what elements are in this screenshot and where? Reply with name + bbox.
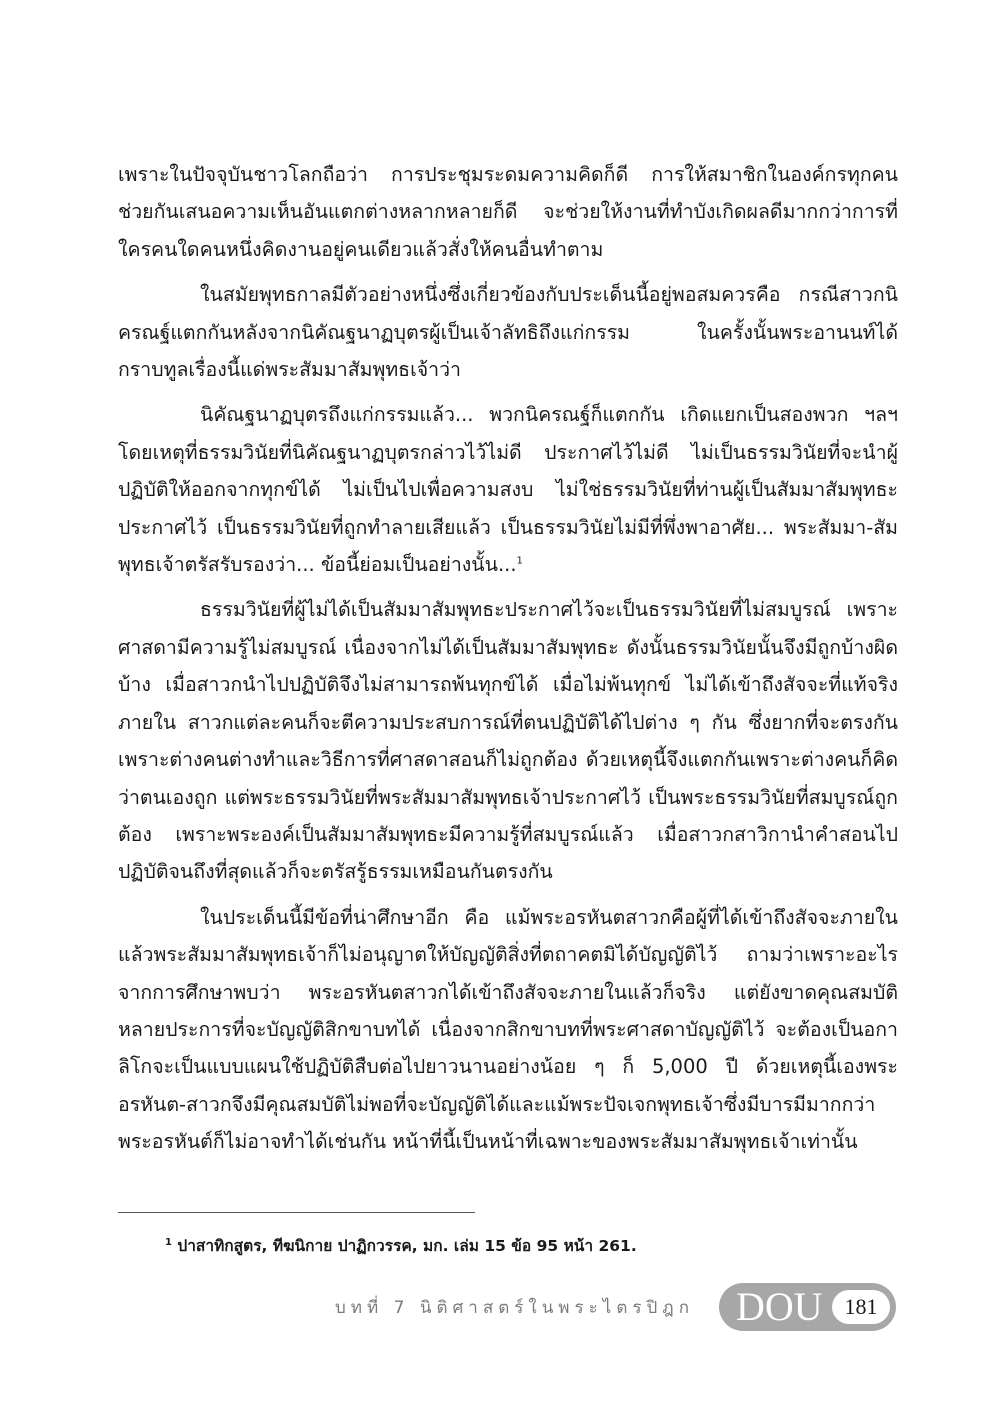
paragraph-4: ธรรมวินัยที่ผู้ไม่ได้เป็นสัมมาสัมพุทธะประกาศไว้จะเป็นธรรมวินัยที่ไม่สมบูรณ์ เพราะศาสดามีความรู้ไม่สมบูรณ์ เนื่องจากไม่ได้เป็นสัมมาสัมพุทธะ ดังนั้นธรรมวินัยนั้นจึงมีถูกบ้างผิดบ้าง เมื่อสาวกนำไปปฏิบัติจึงไม่สามารถพ้นทุกข์ได้ เมื่อไม่พ้นทุกข์ ไม่ได้เข้าถึงสัจจะที่แท้จริงภายใน สาวกแต่ละคนก็จะตีความประสบการณ์ที่ตนปฏิบัติได้ไปต่าง ๆ กัน ซึ่งยากที่จะตรงกันเพราะต่างคนต่างทำและวิธีการที่ศาสดาสอนก็ไม่ถูกต้อง ด้วยเหตุนี้จึงแตกกันเพราะต่างคนก็คิดว่าตนเองถูก แต่พระธรรมวินัยที่พระสัมมาสัมพุทธเจ้าประกาศไว้ เป็นพระธรรมวินัยที่สมบูรณ์ถูกต้อง เพราะพระองค์เป็นสัมมาสัมพุทธะมีความรู้ที่สมบูรณ์แล้ว เมื่อสาวกสาวิกานำคำสอนไปปฏิบัติจนถึงที่สุดแล้วก็จะตรัสรู้ธรรมเหมือนกันตรงกัน bbox=[118, 598, 898, 884]
page-number: 181 bbox=[844, 1294, 878, 1319]
footnote-reference: 1 bbox=[516, 555, 523, 567]
paragraph-3-quote bbox=[118, 396, 898, 583]
footnote-marker: 1 bbox=[165, 1236, 172, 1248]
footnote-divider bbox=[118, 1212, 475, 1213]
footnote-text: ปาสาทิกสูตร, ทีฆนิกาย ปาฏิกวรรค, มก. เล่ม 15 ข้อ 95 หน้า 261. bbox=[177, 1237, 637, 1255]
page-number-pill bbox=[832, 1290, 890, 1324]
quote-text: นิคัณฐนาฏบุตรถึงแก่กรรมแล้ว... พวกนิครณฐ์ก็แตกกัน เกิดแยกเป็นสองพวก ฯลฯ โดยเหตุที่ธรรมวินัยที่นิคัณฐนาฏบุตรกล่าวไว้ไม่ดี ประกาศไว้ไม่ดี ไม่เป็นธรรมวินัยที่จะนำผู้ปฏิบัติให้ออกจากทุกข์ได้ ไม่เป็นไปเพื่อความสงบ ไม่ใช่ธรรมวินัยที่ท่านผู้เป็นสัมมาสัมพุทธะประกาศไว้ เป็นธรรมวินัยที่ถูกทำลายเสียแล้ว เป็นธรรมวินัยไม่มีที่พึ่งพาอาศัย... พระสัมมา-สัมพุทธเจ้าตรัสรับรองว่า... ข้อนี้ย่อมเป็นอย่างนั้น... bbox=[118, 403, 898, 577]
footer-chapter-title: บทที่ 7 นิติศาสตร์ในพระไตรปิฎก bbox=[335, 1298, 694, 1318]
paragraph-5: ในประเด็นนี้มีข้อที่น่าศึกษาอีก คือ แม้พระอรหันตสาวกคือผู้ที่ได้เข้าถึงสัจจะภายในแล้วพระสัมมาสัมพุทธเจ้าก็ไม่อนุญาตให้บัญญัติสิ่งที่ตถาคตมิได้บัญญัติไว้ ถามว่าเพราะอะไร จากการศึกษาพบว่า พระอรหันตสาวกได้เข้าถึงสัจจะภายในแล้วก็จริง แต่ยังขาดคุณสมบัติหลายประการที่จะบัญญัติสิกขาบทได้ เนื่องจากสิกขาบทที่พระศาสดาบัญญัติไว้ จะต้องเป็นอกาลิโกจะเป็นแบบแผนใช้ปฏิบัติสืบต่อไปยาวนานอย่างน้อย ๆ ก็ 5,000 ปี ด้วยเหตุนี้เองพระอรหันต-สาวกจึงมีคุณสมบัติไม่พอที่จะบัญญัติได้และแม้พระปัจเจกพุทธเจ้าซึ่งมีบารมีมากกว่าพระอรหันต์ก็ไม่อาจทำได้เช่นกัน หน้าที่นี้เป็นหน้าที่เฉพาะของพระสัมมาสัมพุทธเจ้าเท่านั้น bbox=[118, 905, 898, 1154]
main-text bbox=[118, 156, 898, 1169]
dou-logo: DOU bbox=[736, 1284, 823, 1329]
footer-badge bbox=[719, 1283, 896, 1331]
footnote bbox=[165, 1233, 865, 1259]
paragraph-2: ในสมัยพุทธกาลมีตัวอย่างหนึ่งซึ่งเกี่ยวข้องกับประเด็นนี้อยู่พอสมควรคือ กรณีสาวกนิครณฐ์แตกกันหลังจากนิคัณฐนาฏบุตรผู้เป็นเจ้าลัทธิถึงแก่กรรม ในครั้งนั้นพระอานนท์ได้กราบทูลเรื่องนี้แด่พระสัมมาสัมพุทธเจ้าว่า bbox=[118, 283, 898, 382]
paragraph-1: เพราะในปัจจุบันชาวโลกถือว่า การประชุมระดมความคิดก็ดี การให้สมาชิกในองค์กรทุกคนช่วยกันเสนอความเห็นอันแตกต่างหลากหลายก็ดี จะช่วยให้งานที่ทำบังเกิดผลดีมากกว่าการที่ใครคนใดคนหนึ่งคิดงานอยู่คนเดียวแล้วสั่งให้คนอื่นทำตาม bbox=[118, 163, 898, 261]
